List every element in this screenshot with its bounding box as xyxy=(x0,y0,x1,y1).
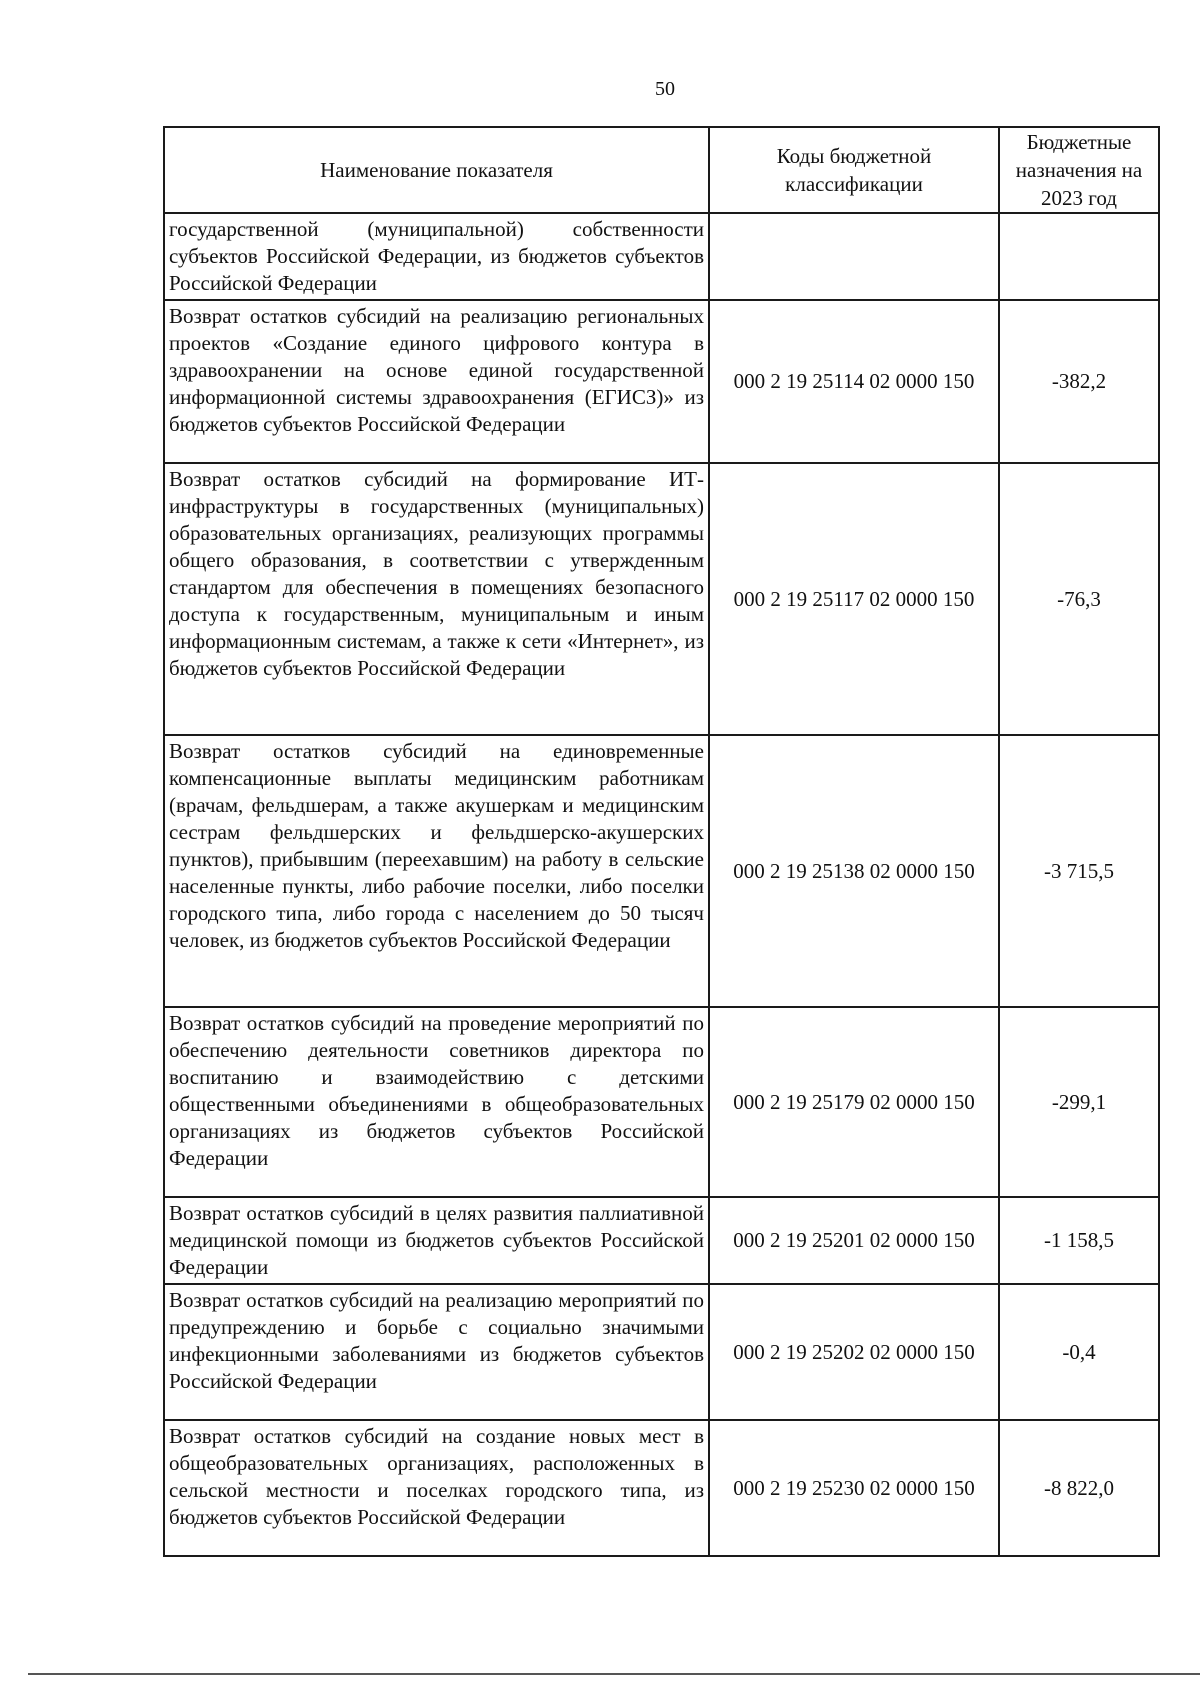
row-code: 000 2 19 25138 02 0000 150 xyxy=(709,735,999,1007)
row-amount: -382,2 xyxy=(999,300,1159,463)
row-amount: -76,3 xyxy=(999,463,1159,735)
budget-table xyxy=(163,126,1160,1557)
table-row xyxy=(164,1007,1159,1197)
row-name: Возврат остатков субсидий на реализацию региональных проектов «Создание единого цифрового контура в здравоохранении на основе единой государственной информационной системы здравоохранения (ЕГИСЗ)» из бюджетов субъектов Российской Федерации xyxy=(164,300,709,463)
row-name: государственной (муниципальной) собственности субъектов Российской Федерации, из бюджетов субъектов Российской Федерации xyxy=(164,213,709,300)
row-name: Возврат остатков субсидий в целях развития паллиативной медицинской помощи из бюджетов субъектов Российской Федерации xyxy=(164,1197,709,1284)
table-row xyxy=(164,1420,1159,1556)
row-code: 000 2 19 25117 02 0000 150 xyxy=(709,463,999,735)
row-code: 000 2 19 25179 02 0000 150 xyxy=(709,1007,999,1197)
table-row xyxy=(164,300,1159,463)
row-amount xyxy=(999,213,1159,300)
header-name: Наименование показателя xyxy=(164,127,709,213)
table-header-row xyxy=(164,127,1159,213)
row-code: 000 2 19 25202 02 0000 150 xyxy=(709,1284,999,1420)
row-code: 000 2 19 25201 02 0000 150 xyxy=(709,1197,999,1284)
table-row xyxy=(164,1284,1159,1420)
row-code: 000 2 19 25230 02 0000 150 xyxy=(709,1420,999,1556)
row-code: 000 2 19 25114 02 0000 150 xyxy=(709,300,999,463)
row-amount: -0,4 xyxy=(999,1284,1159,1420)
row-name: Возврат остатков субсидий на создание новых мест в общеобразовательных организациях, расположенных в сельской местности и поселках городского типа, из бюджетов субъектов Российской Федерации xyxy=(164,1420,709,1556)
table-row xyxy=(164,213,1159,300)
footer-divider xyxy=(28,1673,1200,1675)
row-name: Возврат остатков субсидий на реализацию мероприятий по предупреждению и борьбе с социально значимыми инфекционными заболеваниями из бюджетов субъектов Российской Федерации xyxy=(164,1284,709,1420)
table-row xyxy=(164,463,1159,735)
row-amount: -3 715,5 xyxy=(999,735,1159,1007)
header-amount: Бюджетные назначения на 2023 год xyxy=(999,127,1159,213)
row-code xyxy=(709,213,999,300)
table-row xyxy=(164,735,1159,1007)
row-amount: -1 158,5 xyxy=(999,1197,1159,1284)
row-amount: -299,1 xyxy=(999,1007,1159,1197)
row-name: Возврат остатков субсидий на единовременные компенсационные выплаты медицинским работникам (врачам, фельдшерам, а также акушеркам и медицинским сестрам фельдшерских и фельдшерско-акушерских пунктов), прибывшим (переехавшим) на работу в сельские населенные пункты, либо рабочие поселки, либо поселки городского типа, либо города с населением до 50 тысяч человек, из бюджетов субъектов Российской Федерации xyxy=(164,735,709,1007)
header-code: Коды бюджетной классификации xyxy=(709,127,999,213)
page-number: 50 xyxy=(655,78,675,100)
row-amount: -8 822,0 xyxy=(999,1420,1159,1556)
row-name: Возврат остатков субсидий на формирование ИТ-инфраструктуры в государственных (муниципальных) образовательных организациях, реализующих программы общего образования, в соответствии с утвержденным стандартом для обеспечения в помещениях безопасного доступа к государственным, муниципальным и иным информационным системам, а также к сети «Интернет», из бюджетов субъектов Российской Федерации xyxy=(164,463,709,735)
table-row xyxy=(164,1197,1159,1284)
row-name: Возврат остатков субсидий на проведение мероприятий по обеспечению деятельности советников директора по воспитанию и взаимодействию с детскими общественными объединениями в общеобразовательных организациях из бюджетов субъектов Российской Федерации xyxy=(164,1007,709,1197)
